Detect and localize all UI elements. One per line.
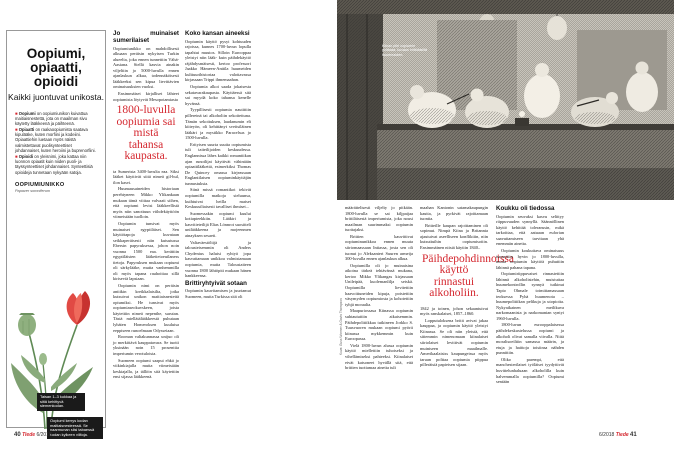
photo-credit: Kuva: Guss Wormer & Gavin Thompson — [339, 298, 343, 355]
paragraph: Suomessakin oopiumi kuului kotiapteekkiin. Lääkiri ja kasvitieteilijä Elias Lönnrot suositteli unilääkkeena ja mojeenmen ainayksen sesaeti. — [185, 210, 251, 239]
opium-den-engraving — [337, 0, 674, 200]
article-column-2 — [185, 30, 251, 428]
magazine-brand: Tiede — [22, 432, 36, 438]
sidebar-text: on raakaoopiumista saatava kipulääke, kuten morfiini ja kodeiini. Opiaattiehin luetaan myös näistä valmistettavat puolisynteettiset johdannaiset, kuten heroiini ja buprenorfiini. — [15, 126, 96, 154]
paragraph: Vielä 1800-luvun alussa oopiumin käyttö miellettiin tuhoiseksi ja vihellämiseksi pahteeksi. Kiinalaiset eivät katsoneet hyvällä sitä, että brittien tuottamaa ainetta tuli — [345, 342, 413, 371]
paragraph: Suomeen oopiumi saapui ehkä jo viikinkiajalla mutta viimeistään keskiajalla, ja tällöin sitä käytettiin ensi sijassa lääkkeenä. — [113, 357, 179, 380]
bullet-square-icon: ■ — [15, 153, 18, 159]
footer-left — [14, 432, 52, 438]
paragraph: Huumausaineiden historiaan perehtyneen Mikko Ylikankaan mukaan tämä viittaa valvaati siihen, että oopiumi levisi lääkkeellistä myös niin sanottuun viihdekäyttöön viimeistään tuolloin. — [113, 186, 179, 220]
issue-number: 6/2018 — [36, 432, 52, 438]
sidebar-item — [15, 127, 97, 153]
paragraph: Britteille kaupan rajoittaminen oli sopimut. Nimpä Kiina ja Britannia ajautuivat aseelliseen konfliktiin, niin kutsuttuihin oopiumisotiin. Ensimmäinen niistä käytiin 1840– — [420, 222, 488, 251]
paragraph: maahan Kantonin satamakaupungin kautta, ja pyrkivät rajoittamaan tuontia. — [420, 205, 488, 222]
paragraph: Maapuriossasa Kiinassa oopiumin suhtaututtiin aikaisemmin. Päihdepolitiikkaa tutkineen Jorkko S. Tuusvuoren mukaan oopiumi pyörii kiinassa mykkemmin kuin Euroopassa. — [345, 308, 413, 342]
paragraph: Oopiumilla oli jo muinaisina aikoina tärkeä tehtävänsä mukana, kertoo Mikko Ylikangas kirjassaan Unileipää, kuolemanlilja seiskä. Oopiumilla lievitettiin haavoittuneiden kipuja, poistettiin väsymyden oopiumiosta ja kohotettiin tyhjä moraalia. — [345, 262, 413, 307]
article-column-5 — [496, 205, 564, 427]
right-page — [337, 0, 674, 450]
paragraph: 1800-luvun eurooppalaisessa päihdekeskustelussa oopiumi ja alkoholi olivat samalla viivalla. Niitä moralisoeiltiin samassa määrin, ja etuja ja haittoja toisiinsa nähden punnittiin. — [496, 322, 564, 356]
sidebar-text: on oopiumiunikon kuivattua maitiaisnestettä, jota on maailman sivu käytetty lääkkeenä ja päihteenä. — [15, 110, 88, 127]
paragraph: Tyypillisesti oopiumia nautittiin pillereinä tai alkoholiin sekoitettuna. Tämän sekoituksen, laudanumin eli kiiteyön, oli kehittänyt sveitsiläinen lääkäri ja mystikko Paracelsus jo 1500-luvulla. — [185, 107, 251, 141]
latex-label: Oopiumi kerrys kodan maitiaisnesteessä. Se naarmunan siisi tabaessä kodan kylkeen viiltoja. — [47, 417, 103, 439]
sidebar-term: Opiaatti — [18, 126, 35, 132]
pull-quote: Päihdepohdinnoissa käyttö rinnastui alkoholiin. — [422, 252, 514, 300]
paragraph: Oopiumin käyttö pysyi kohtuuden rajoissa, kunnes 1700-luvun lopulla tapahtui muutos. Silloin Eurooppaa yleistyi niin lääk- kuin päihdekäyttö räjähdysmäisesti, kertoo professori Jaakko Hämeen-Anttila huumeiden kulttuurihistoriaa valottavassa kirjassaan Trippi ihmemaahan. — [185, 38, 251, 83]
page-number: 40 — [14, 432, 21, 438]
paragraph: Siinä missä romantikot tekivät oopiumilla matkoja sieluunsa, kuihtuivat heilla maiset Keskuusiltaisesti tavalliset ihmiset... — [185, 187, 251, 210]
paragraph: määrättelisesti viljelty jo pitkään. 1800-luvulla se sai kiljpaijaa brittiläisestä imperiumista, joka nousi maailman suurimmaksi oopiumin tuottajaksi. — [345, 205, 413, 233]
section-heading: Koukku oli tiedossa — [496, 205, 555, 212]
paragraph: Oopiumin kauvitamisen ja juurtamut Suomeen, mutta Turkissa sitä oli — [185, 288, 251, 299]
paragraph: Erityisen suurta suutta oopiumista tuli taiteilijoiden keskuudessa. Englannissa lähes kaikki romantiikan ajan runoilijat käyttivät vähintään opiaattilääkettä, esimerkiksi Thomas De Quincey omassa kirjeassaan Englantilaisen oopiuminkäyttäjän tunnustuksia. — [185, 141, 251, 186]
engraving-illustration — [337, 0, 674, 200]
plant-caption: OOPIUMIUNIKKO — [15, 182, 65, 189]
issue-number: 6/2018 — [599, 432, 615, 438]
seed-pod-label: Taisan 1–3 kukkaa ja siitä kehittyvä siemenkodan. — [37, 393, 85, 411]
paragraph: Oopiumia alkoi saada jokaisesta sekatavarakaupasta. Käyttäessä sitä sai myydä koko tahansa kenelle hyvänsä. — [185, 84, 251, 106]
paragraph: Oopiumiriippuvaiset rinnastettiin lähinnä alkoholistehin, muistuttaa huumekontrollin synnyä tutkinut Tapio Ohmale toimittamassaan teoksessa Pyhä huumenota – huumepolitiikan pelikuja ja utopioita. Nykyaikainen meilikuva narkomaanista ja narkomanian syntyi 1960-luvulla. — [496, 271, 564, 321]
bullet-square-icon: ■ — [15, 110, 18, 116]
page-number: 41 — [630, 432, 637, 438]
paragraph: 1842 ja toinen, johon sekaantuivat myös ranskalaiset, 1857–1860. — [420, 305, 488, 317]
paragraph: Oopiumin koukuttava ominaisuus tunnettiin hyvin jo 1800-luvulla, mutta oopiumin käyttöä puhuttiin lähinnä pahana tapana. — [496, 247, 564, 270]
paragraph: Lopputuloksena britit avivat jakaa kauppaa, ja oopiumin käyttö yleistyi Kiinassa. Se oli niin yleistä, että sittemmin nimenomaan kiinalaiset siirtolaiset levittivät oopiumin muiniseen maailmalle. Amerikaalaisiss kaupungeissa myös taruan polttaa oopiumia piippua pilleräisiä papieisen sijaan. — [420, 317, 488, 368]
sidebar-subtitle: Kaikki juontuvat unikosta. — [8, 92, 104, 102]
paragraph: Rooman valtakunnassa unijuo oli jo merkittävä kauppatavara. Se tuotti yksinään noin 15 prosenttia imperiumin verotuloista. — [113, 334, 179, 356]
section-heading: Koko kansan aineeksi — [185, 30, 250, 37]
article-column-4 — [420, 205, 514, 427]
bullet-square-icon: ■ — [15, 126, 18, 132]
sidebar-body — [15, 111, 97, 176]
sidebar-term: Opioidi — [18, 153, 34, 159]
section-heading: Brittiryhtyivät sotaan — [185, 279, 247, 287]
pull-quote: 1800-luvulla oopiumia sai mistä tahansa kaupasta. — [116, 104, 176, 163]
magazine-brand: Tiede — [615, 432, 629, 438]
paragraph: Ensimmäiset kirjalliset lähteet oopiumista löytyvät Mesopotamiasta — [113, 91, 179, 102]
paragraph: Oopiumin seuvaksi kasvu selittyy riippuvuuden synnyllä. Säännöllinen käyttö kehittää toleranssin, mikä tarkoittaa, että aatuaan euforian saavuttamiseen tarvitaan yhä enemmän ainetta. — [496, 213, 564, 247]
engraving-caption: Kiinan piiri oopiumin polttoaa, kuvaus brittiläisiltä huumeaiden. — [382, 44, 428, 57]
paragraph: Brittien kauvittivat oopiuminunikkoa ennen muuta siirtomaassaan Intiassa, josta sen oli tuonut jo Aleksanteri Suuren armeija 300-luvulla ennen ajanlaskun alkua. — [345, 233, 413, 262]
paragraph: Oopiumin nimi on peräisin antiikin kreikkalaisilta, jotka kutsuivat unikon maitiaisnestettä opiumiksi. He tunsivat myös oopiumiaseokuvskeen, joista käytettiin nimeä nepenthe, surutan. Tästä miellätälääkkeestä puhutaan lyhäten Homeroksen kuuluisa eeppiseen runoelmaan Odysseiaan. — [113, 283, 179, 333]
sidebar-title: Oopiumi, opiaatti, opioidi — [26, 46, 86, 89]
paragraph: Oliko parempi, että manchesterilaiset työläiset tyydyttivät huvittelunhaluaan alkoholilla kuin halvemmalla oopiumilla? Oopiumi sentään — [496, 356, 564, 385]
sidebar-text: on yleisnimi, joka kattaa niin luonnon opiaatit kuin niiden puoli- ja täyssynteettiset johdannaiset. Synteettisiä opioideja tunnetaan nykyään satoja. — [15, 153, 93, 175]
paragraph: ta Sumerista 3400-luvulta eaa. Siksi lääket käyttivät siitä nimeä gil-hul, ilon kasvi. — [113, 168, 179, 185]
sidebar-term: Oopiumi — [18, 110, 36, 116]
section-heading: Jo muinaiset sumerilaiset — [113, 30, 179, 44]
paragraph: Oopiumiunikko on mahdollisesti alkuaan peräisin nykyisen Turkin alueelta, joka ennen tunnettiin Vähä-Aasiana. Siellä kasvia ainakin viljeltiin jo 5000-luvulla ennen ajanlaskun alkua, todennäköisesti lääkkeeksi sen kipua lievittävien ominaisuuksien vuoksi. — [113, 45, 179, 90]
footer-right — [599, 432, 637, 438]
plant-caption-latin: Papaver somniferum — [15, 189, 51, 194]
paragraph: Valtaväestöltijä ja talousteisemmin oli Anders Chydenius haluisi ryhtyä jopa kasvattamaan unikkoa valmistamaan oopiumia, mutta Taloustaiteen vuonna 1800 lähtöpiti mukaan hänen hankkeensa. — [185, 239, 251, 279]
article-column-3 — [345, 205, 413, 427]
article-column-1 — [113, 30, 179, 428]
sidebar-item — [15, 111, 97, 127]
paragraph: Oopiumin tunsivat myös muinaiset egyptiläiset. Sen käyttötapoja kuvataan seikkaperäisesti niin kutsutussa Ebersin papyruksessa, johon noin vuonna 1500 eaa. kerättiin egyptiläisten lääketietoeuilaness tietoja. Papyruksen mukaan oopiumi oli särkylääke, mutta vanhemmilla oli myös tapana rauhoittaa sillä kiriseviä lapsiaan. — [113, 220, 179, 282]
sidebar-item — [15, 154, 97, 175]
